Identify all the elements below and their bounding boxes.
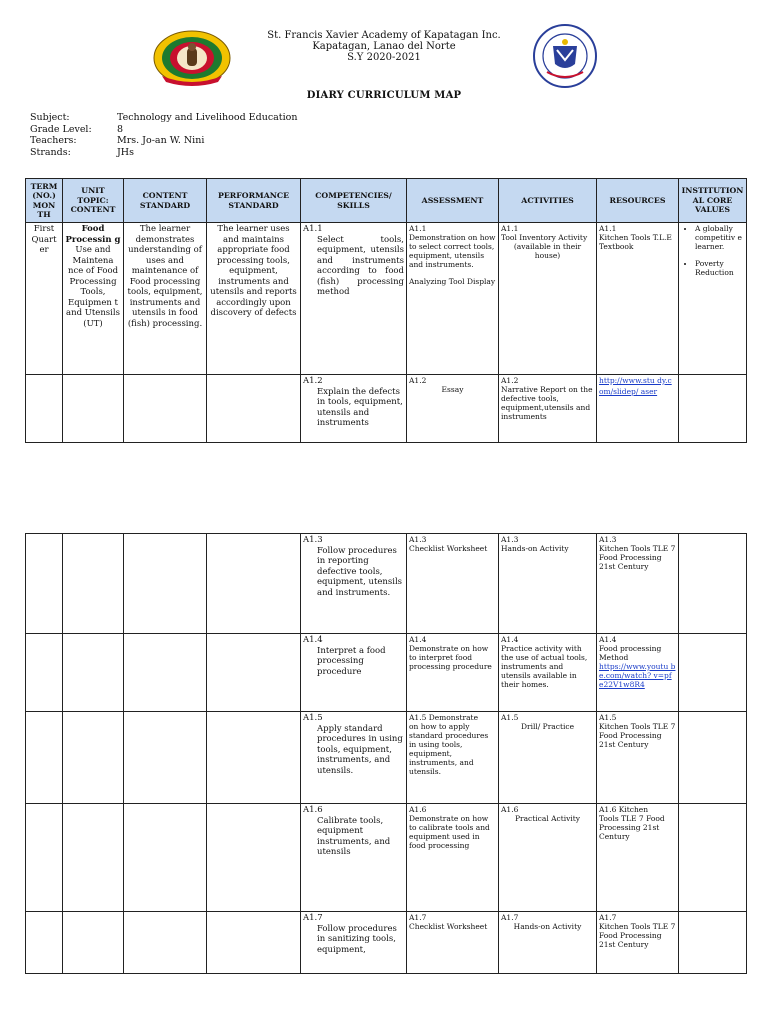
info-block xyxy=(30,112,298,158)
core-value-item: • Poverty Reduction xyxy=(695,259,744,277)
assessment-code: A1.3 xyxy=(409,535,427,544)
assessment-text: Demonstration on how to select correct tools, equipment, utensils and instruments. xyxy=(409,233,496,269)
assessment-code: A1.5 Demonstrate xyxy=(409,713,479,722)
info-value-teachers: Mrs. Jo-an W. Nini xyxy=(117,135,205,146)
cell-content-standard: The learner demonstrates understanding of uses and maintenance of Food processing tools, equipment, instruments and utensils in food (fish) processing. xyxy=(124,223,207,375)
cell-empty xyxy=(679,375,747,443)
cell-empty xyxy=(207,634,301,712)
cell-competency xyxy=(301,534,407,634)
school-address: Kapatagan, Lanao del Norte xyxy=(312,41,456,52)
competency-code: A1.4 xyxy=(303,635,323,645)
activity-text: Practice activity with the use of actual tools, instruments and utensils available in their homes. xyxy=(501,644,588,689)
cell-performance-standard: The learner uses and maintains appropriate food processing tools, equipment, instruments and utensils and reports accordingly upon discovery of defects xyxy=(207,223,301,375)
activity-text-2: (available in their house) xyxy=(513,242,582,260)
cell-empty xyxy=(26,804,63,912)
assessment-text: Essay xyxy=(441,385,464,394)
resource-code: A1.6 Kitchen xyxy=(599,805,649,814)
assessment-code: A1.7 xyxy=(409,913,427,922)
cell-activity xyxy=(499,375,597,443)
assessment-text: Checklist Worksheet xyxy=(409,922,488,931)
cell-assessment xyxy=(407,912,499,974)
info-value-grade: 8 xyxy=(117,123,124,135)
cell-assessment xyxy=(407,223,499,375)
col-header-content-standard: CONTENT STANDARD xyxy=(124,179,207,223)
cell-empty xyxy=(124,634,207,712)
resource-code: A1.4 xyxy=(599,635,617,644)
resource-code: A1.7 xyxy=(599,913,617,922)
cell-empty xyxy=(207,534,301,634)
competency-text: Explain the defects in tools, equipment, utensils and instruments xyxy=(317,386,403,428)
assessment-code: A1.2 xyxy=(409,376,427,385)
assessment-text: Demonstrate on how to interpret food processing procedure xyxy=(409,644,492,671)
activity-code: A1.4 xyxy=(501,635,519,644)
assessment-text: Demonstrate on how to calibrate tools and equipment used in food processing xyxy=(409,814,490,850)
cell-resource xyxy=(597,804,679,912)
competency-code: A1.3 xyxy=(303,535,323,545)
activity-text: Tool Inventory Activity xyxy=(501,233,588,242)
cell-empty xyxy=(26,912,63,974)
cell-competency xyxy=(301,223,407,375)
resource-text: Kitchen Tools TLE 7 Food Processing 21st Century xyxy=(599,722,676,749)
cell-resource xyxy=(597,375,679,443)
cell-empty xyxy=(63,634,124,712)
assessment-code: A1.4 xyxy=(409,635,427,644)
activity-code: A1.7 xyxy=(501,913,519,922)
col-header-performance-standard: PERFORMANCE STANDARD xyxy=(207,179,301,223)
competency-text: Select tools, equipment, utensils and instruments according to food (fish) processing method xyxy=(317,234,404,297)
cell-competency xyxy=(301,634,407,712)
cell-empty xyxy=(124,712,207,804)
resource-code: A1.5 xyxy=(599,713,617,722)
info-value-strands: JHs xyxy=(117,146,134,158)
cell-empty xyxy=(63,804,124,912)
resource-text: Kitchen Tools T.L.E Textbook xyxy=(599,233,672,251)
cell-activity xyxy=(499,912,597,974)
cell-competency xyxy=(301,712,407,804)
school-name: St. Francis Xavier Academy of Kapatagan Inc. xyxy=(267,30,501,41)
col-header-activities: ACTIVITIES xyxy=(499,179,597,223)
activity-text: Hands-on Activity xyxy=(513,922,582,931)
document-title: DIARY CURRICULUM MAP xyxy=(306,90,462,101)
table-row xyxy=(26,712,747,804)
school-header xyxy=(0,30,768,63)
competency-code: A1.7 xyxy=(303,913,323,923)
info-label-strands: Strands: xyxy=(30,146,71,158)
activity-text: Drill/ Practice xyxy=(520,722,575,731)
cell-term: First Quart er xyxy=(26,223,63,375)
cell-empty xyxy=(63,375,124,443)
info-label-subject: Subject: xyxy=(30,112,70,123)
cell-assessment xyxy=(407,634,499,712)
assessment-text: Checklist Worksheet xyxy=(409,544,488,553)
table-row xyxy=(26,534,747,634)
resource-text: Kitchen Tools TLE 7 Food Processing 21st Century xyxy=(599,544,676,571)
competency-text: Follow procedures in sanitizing tools, equipment, xyxy=(317,923,397,955)
cell-empty xyxy=(207,712,301,804)
activity-text: Practical Activity xyxy=(514,814,581,823)
cell-assessment xyxy=(407,804,499,912)
assessment-text-2: Analyzing Tool Display xyxy=(409,277,496,286)
cell-empty xyxy=(679,634,747,712)
cell-assessment xyxy=(407,375,499,443)
cell-assessment xyxy=(407,534,499,634)
competency-code: A1.2 xyxy=(303,376,323,386)
col-header-competencies: COMPETENCIES/ SKILLS xyxy=(301,179,407,223)
activity-code: A1.3 xyxy=(501,535,519,544)
cell-empty xyxy=(63,534,124,634)
cell-empty xyxy=(124,804,207,912)
info-label-grade: Grade Level: xyxy=(30,123,92,135)
cell-empty xyxy=(207,804,301,912)
cell-empty xyxy=(63,712,124,804)
cell-core-values xyxy=(679,223,747,375)
cell-empty xyxy=(26,712,63,804)
curriculum-table-page2 xyxy=(25,533,747,974)
assessment-code: A1.1 xyxy=(409,224,427,233)
cell-empty xyxy=(124,912,207,974)
assessment-code: A1.6 xyxy=(409,805,427,814)
school-year: S.Y 2020-2021 xyxy=(347,52,421,63)
cell-empty xyxy=(26,634,63,712)
core-value-item: • A globally competitiv e learner. xyxy=(695,224,744,251)
assessment-text: on how to apply standard procedures in using tools, equipment, instruments, and utensils. xyxy=(409,722,489,776)
topic-title: Food Processin g xyxy=(65,224,121,245)
table-row xyxy=(26,223,747,375)
resource-code: A1.1 xyxy=(599,224,617,233)
cell-empty xyxy=(679,804,747,912)
cell-empty xyxy=(26,534,63,634)
table-row xyxy=(26,375,747,443)
cell-resource xyxy=(597,634,679,712)
col-header-term: TERM (NO.) MON TH xyxy=(26,179,63,223)
resource-link[interactable]: http://www.stu dy.com/slidep/ aser xyxy=(599,376,672,396)
competency-code: A1.5 xyxy=(303,713,323,723)
cell-assessment xyxy=(407,712,499,804)
activity-text: Narrative Report on the defective tools, equipment,utensils and instruments xyxy=(501,385,593,421)
cell-activity xyxy=(499,534,597,634)
core-values-list xyxy=(681,224,744,277)
table-row xyxy=(26,634,747,712)
resource-text: Tools TLE 7 Food Processing 21st Century xyxy=(599,814,665,841)
cell-resource xyxy=(597,223,679,375)
col-header-assessment: ASSESSMENT xyxy=(407,179,499,223)
resource-link[interactable]: https://www.youtu be.com/watch? v=pfe22V1w8R4 xyxy=(599,662,676,689)
competency-text: Calibrate tools, equipment instruments, and utensils xyxy=(317,815,391,857)
competency-text: Apply standard procedures in using tools, equipment, instruments, and utensils. xyxy=(317,723,403,776)
cell-empty xyxy=(679,912,747,974)
table-row xyxy=(26,804,747,912)
cell-competency xyxy=(301,804,407,912)
cell-topic xyxy=(63,223,124,375)
cell-empty xyxy=(124,534,207,634)
cell-empty xyxy=(679,712,747,804)
col-header-core-values: INSTITUTION AL CORE VALUES xyxy=(679,179,747,223)
table-header-row xyxy=(26,179,747,223)
competency-code: A1.6 xyxy=(303,805,323,815)
cell-resource xyxy=(597,712,679,804)
competency-text: Follow procedures in reporting defective tools, equipment, utensils and instruments. xyxy=(317,545,403,598)
cell-empty xyxy=(124,375,207,443)
activity-code: A1.6 xyxy=(501,805,519,814)
competency-code: A1.1 xyxy=(303,224,323,234)
cell-empty xyxy=(207,912,301,974)
cell-competency xyxy=(301,912,407,974)
competency-text: Interpret a food processing procedure xyxy=(317,645,386,677)
cell-activity xyxy=(499,804,597,912)
info-value-subject: Technology and Livelihood Education xyxy=(117,112,298,123)
col-header-topic: UNIT TOPIC: CONTENT xyxy=(63,179,124,223)
cell-resource xyxy=(597,912,679,974)
cell-empty xyxy=(63,912,124,974)
activity-text: Hands-on Activity xyxy=(501,544,569,553)
cell-empty xyxy=(26,375,63,443)
cell-competency xyxy=(301,375,407,443)
activity-code: A1.1 xyxy=(501,224,519,233)
activity-code: A1.5 xyxy=(501,713,519,722)
cell-activity xyxy=(499,712,597,804)
resource-text: Kitchen Tools TLE 7 Food Processing 21st Century xyxy=(599,922,676,949)
col-header-resources: RESOURCES xyxy=(597,179,679,223)
cell-empty xyxy=(207,375,301,443)
cell-activity xyxy=(499,223,597,375)
activity-code: A1.2 xyxy=(501,376,519,385)
topic-text: Use and Maintena nce of Food Processing Tools, Equipmen t and Utensils (UT) xyxy=(66,245,120,329)
resource-text: Food processing Method xyxy=(599,644,662,662)
resource-code: A1.3 xyxy=(599,535,617,544)
table-row xyxy=(26,912,747,974)
cell-empty xyxy=(679,534,747,634)
curriculum-table-page1 xyxy=(25,178,747,443)
cell-resource xyxy=(597,534,679,634)
cell-activity xyxy=(499,634,597,712)
info-label-teachers: Teachers: xyxy=(30,135,77,146)
